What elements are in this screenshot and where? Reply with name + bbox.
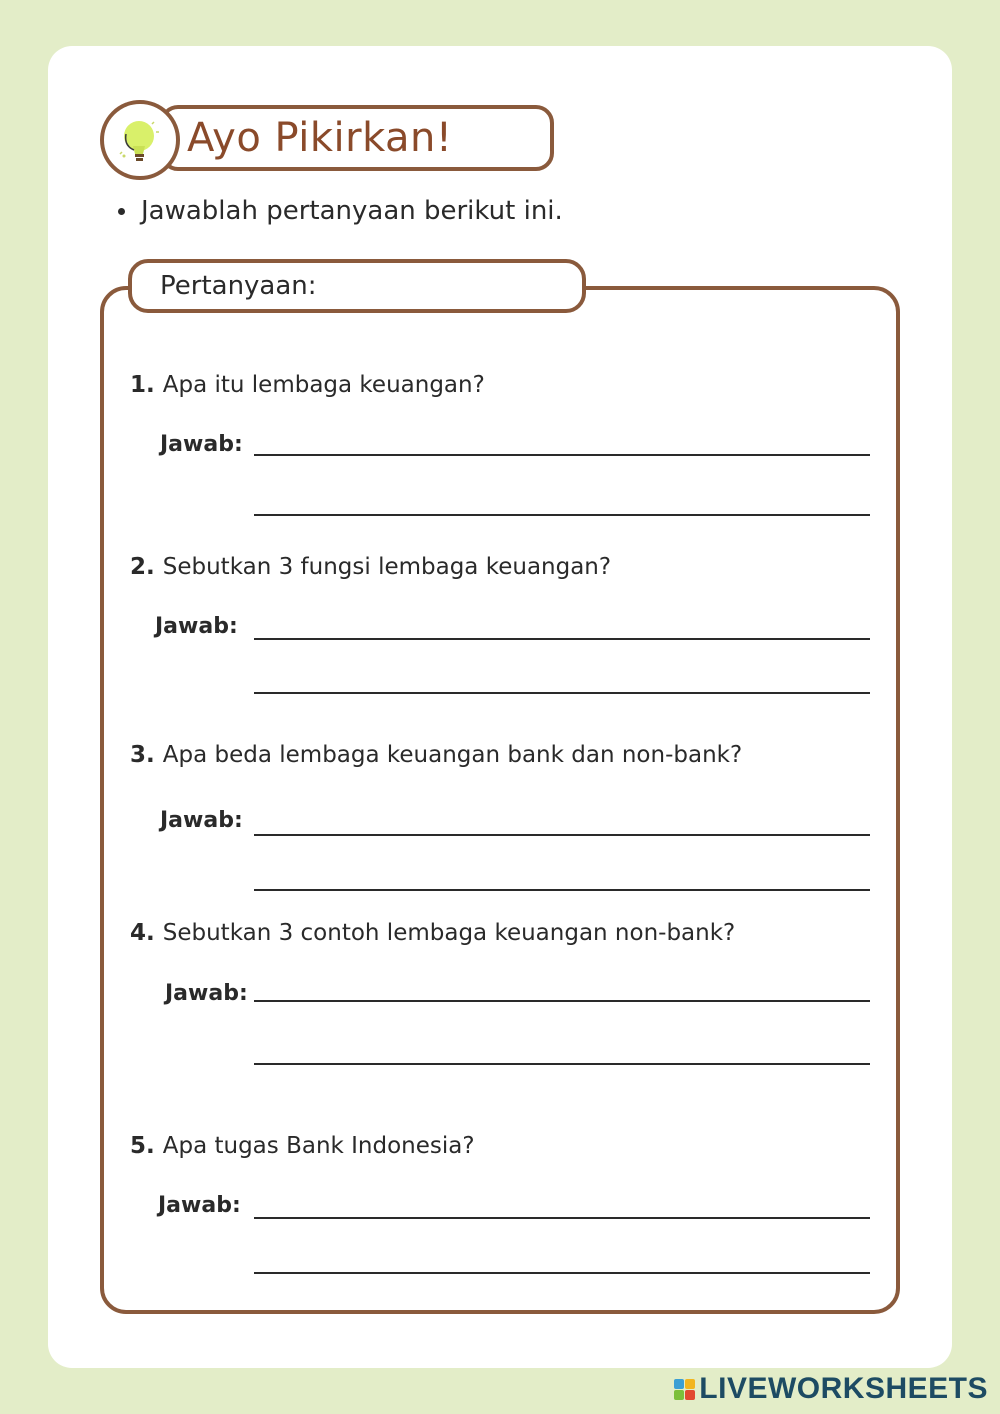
answer-label-5: Jawab: bbox=[158, 1193, 241, 1218]
answer-line[interactable] bbox=[254, 1000, 870, 1002]
answer-line[interactable] bbox=[254, 454, 870, 456]
answer-line[interactable] bbox=[254, 692, 870, 694]
answer-line[interactable] bbox=[254, 1272, 870, 1274]
answer-label-4: Jawab: bbox=[165, 981, 248, 1006]
questions-label: Pertanyaan: bbox=[160, 271, 317, 301]
question-4: 4. Sebutkan 3 contoh lembaga keuangan non-bank? bbox=[130, 920, 736, 946]
answer-label-1: Jawab: bbox=[160, 432, 243, 457]
footer-brand-text: LIVEWORKSHEETS bbox=[699, 1372, 988, 1405]
question-2: 2. Sebutkan 3 fungsi lembaga keuangan? bbox=[130, 554, 612, 580]
bullet-icon bbox=[118, 208, 125, 215]
answer-line[interactable] bbox=[254, 514, 870, 516]
footer-brand[interactable] bbox=[674, 1372, 988, 1406]
answer-line[interactable] bbox=[254, 889, 870, 891]
answer-line[interactable] bbox=[254, 638, 870, 640]
question-5: 5. Apa tugas Bank Indonesia? bbox=[130, 1133, 475, 1159]
page-title: Ayo Pikirkan! bbox=[187, 115, 453, 161]
answer-line[interactable] bbox=[254, 834, 870, 836]
answer-line[interactable] bbox=[254, 1063, 870, 1065]
question-1: 1. Apa itu lembaga keuangan? bbox=[130, 372, 485, 398]
lightbulb-badge bbox=[100, 100, 180, 180]
answer-label-2: Jawab: bbox=[155, 614, 238, 639]
instruction bbox=[118, 196, 563, 226]
liveworksheets-logo-icon bbox=[674, 1379, 695, 1400]
instruction-text: Jawablah pertanyaan berikut ini. bbox=[141, 196, 563, 226]
question-3: 3. Apa beda lembaga keuangan bank dan non-bank? bbox=[130, 742, 743, 768]
answer-label-3: Jawab: bbox=[160, 808, 243, 833]
lightbulb-icon bbox=[112, 112, 168, 168]
answer-line[interactable] bbox=[254, 1217, 870, 1219]
